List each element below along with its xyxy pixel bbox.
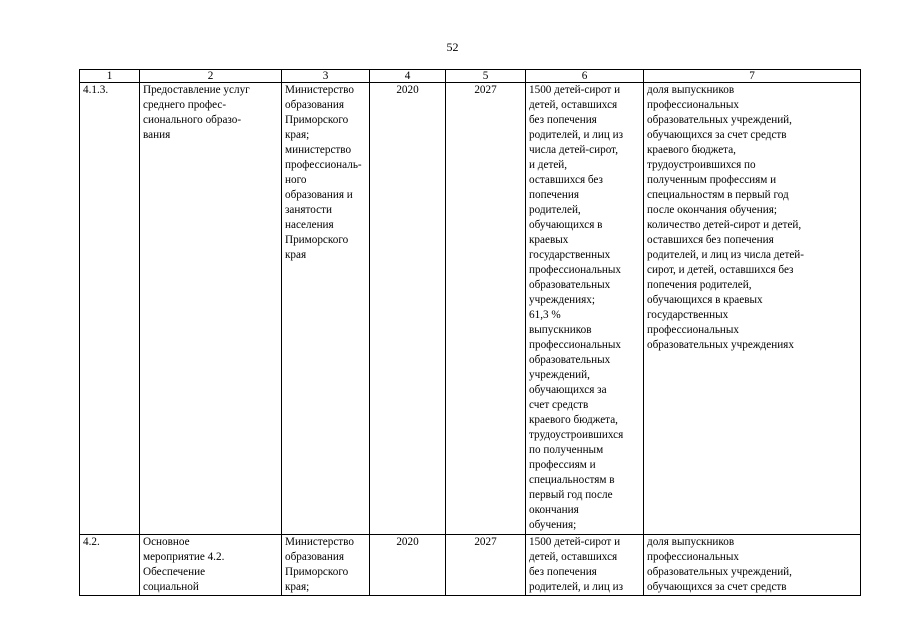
row-number: 4.1.3. (80, 83, 140, 535)
column-header: 4 (370, 70, 446, 83)
row-number: 4.2. (80, 535, 140, 596)
executor: Министерство образования Приморского края; (282, 535, 370, 596)
column-header: 7 (644, 70, 861, 83)
start-year: 2020 (370, 83, 446, 535)
column-header: 1 (80, 70, 140, 83)
header-row (80, 70, 861, 83)
column-header: 3 (282, 70, 370, 83)
column-header: 6 (526, 70, 644, 83)
program-table (79, 69, 861, 596)
table-row (80, 535, 861, 596)
activity-name: Предоставление услуг среднего профес- сионального образо- вания (140, 83, 282, 535)
table-row (80, 83, 861, 535)
indicator: доля выпускников профессиональных образовательных учреждений, обучающихся за счет средств (644, 535, 861, 596)
start-year: 2020 (370, 535, 446, 596)
end-year: 2027 (446, 83, 526, 535)
indicator: доля выпускников профессиональных образовательных учреждений, обучающихся за счет средств краевого бюджета, трудоустроившихся по полученным профессиям и специальностям в первый год после окончания обучения; количество детей-сирот и детей, оставшихся без попечения родителей, и лиц из числа детей- сирот, и детей, оставшихся без попечения родителей, обучающихся в краевых государственных профессиональных образовательных учреждениях (644, 83, 861, 535)
column-header: 5 (446, 70, 526, 83)
expected-result: 1500 детей-сирот и детей, оставшихся без попечения родителей, и лиц из (526, 535, 644, 596)
expected-result: 1500 детей-сирот и детей, оставшихся без попечения родителей, и лиц из числа детей-сирот, и детей, оставшихся без попечения родителей, обучающихся в краевых государственных профессиональных образовательных учреждениях; 61,3 % выпускников профессиональных образовательных учреждений, обучающихся за счет средств краевого бюджета, трудоустроившихся по полученным профессиям и специальностям в первый год после окончания обучения; (526, 83, 644, 535)
executor: Министерство образования Приморского края; министерство профессиональ- ного образования и занятости населения Приморского края (282, 83, 370, 535)
end-year: 2027 (446, 535, 526, 596)
activity-name: Основное мероприятие 4.2. Обеспечение социальной (140, 535, 282, 596)
page-number: 52 (446, 40, 459, 54)
column-header: 2 (140, 70, 282, 83)
